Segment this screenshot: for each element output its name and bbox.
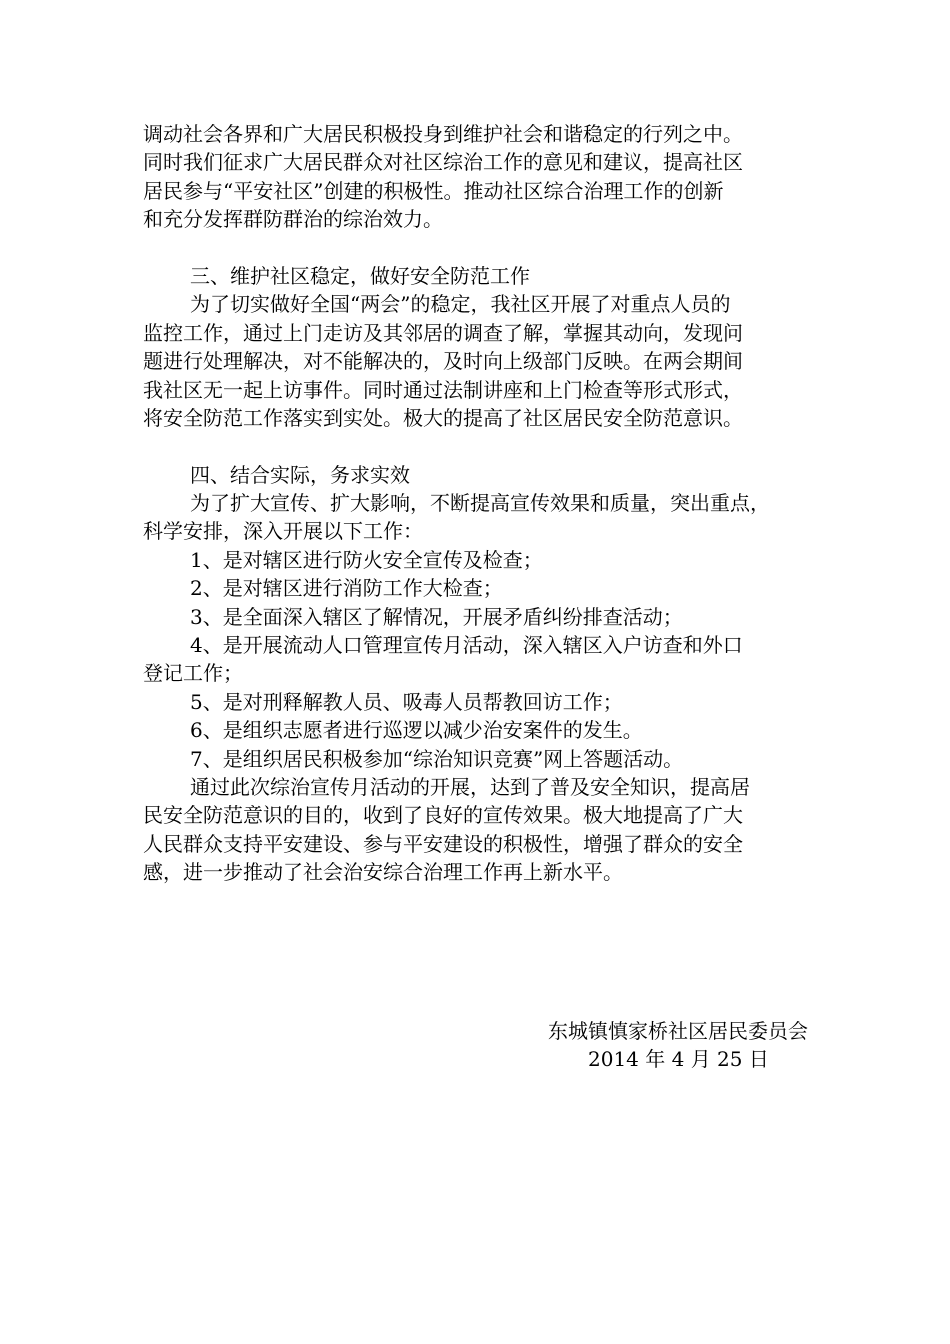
text-line: 我社区无一起上访事件。同时通过法制讲座和上门检查等形式形式， <box>143 377 743 402</box>
signature-organization: 东城镇慎家桥社区居民委员会 <box>548 1019 808 1043</box>
list-item: 4、是开展流动人口管理宣传月活动，深入辖区入户访查和外口 <box>190 633 743 658</box>
list-item: 3、是全面深入辖区了解情况，开展矛盾纠纷排查活动； <box>190 604 683 629</box>
text-line: 居民参与“平安社区”创建的积极性。推动社区综合治理工作的创新 <box>143 178 724 203</box>
blank-line <box>143 432 811 460</box>
list-item: 2、是对辖区进行消防工作大检查； <box>190 576 503 601</box>
blank-line <box>143 234 811 262</box>
list-item: 1、是对辖区进行防火安全宣传及检查； <box>190 547 543 572</box>
text-line: 登记工作； <box>143 661 243 686</box>
list-item: 7、是组织居民积极参加“综治知识竞赛”网上答题活动。 <box>190 746 684 771</box>
text-line: 调动社会各界和广大居民积极投身到维护社会和谐稳定的行列之中。 <box>143 122 743 146</box>
text-line: 民安全防范意识的目的，收到了良好的宣传效果。极大地提高了广大 <box>143 803 743 828</box>
text-line: 监控工作，通过上门走访及其邻居的调查了解，掌握其动向，发现问 <box>143 320 743 345</box>
text-line: 为了扩大宣传、扩大影响，不断提高宣传效果和质量，突出重点， <box>190 491 770 516</box>
text-line: 人民群众支持平安建设、参与平安建设的积极性，增强了群众的安全 <box>143 831 743 856</box>
document-body <box>143 120 811 887</box>
text-line: 科学安排，深入开展以下工作： <box>143 519 423 544</box>
text-line: 为了切实做好全国“两会”的稳定，我社区开展了对重点人员的 <box>190 292 731 317</box>
text-line: 题进行处理解决，对不能解决的，及时向上级部门反映。在两会期间 <box>143 349 743 374</box>
signature-block <box>470 1017 808 1074</box>
section-heading-4: 四、结合实际，务求实效 <box>190 462 410 487</box>
list-item: 5、是对刑释解教人员、吸毒人员帮教回访工作； <box>190 689 623 714</box>
text-line: 同时我们征求广大居民群众对社区综治工作的意见和建议，提高社区 <box>143 150 743 175</box>
text-line: 通过此次综治宣传月活动的开展，达到了普及安全知识，提高居 <box>190 774 750 799</box>
list-item: 6、是组织志愿者进行巡逻以减少治安案件的发生。 <box>190 718 643 743</box>
text-line: 和充分发挥群防群治的综治效力。 <box>143 207 443 232</box>
signature-date: 2014 年 4 月 25 日 <box>588 1047 769 1072</box>
text-line: 感，进一步推动了社会治安综合治理工作再上新水平。 <box>143 860 623 885</box>
section-heading-3: 三、维护社区稳定，做好安全防范工作 <box>190 263 530 288</box>
text-line: 将安全防范工作落实到实处。极大的提高了社区居民安全防范意识。 <box>143 405 743 430</box>
